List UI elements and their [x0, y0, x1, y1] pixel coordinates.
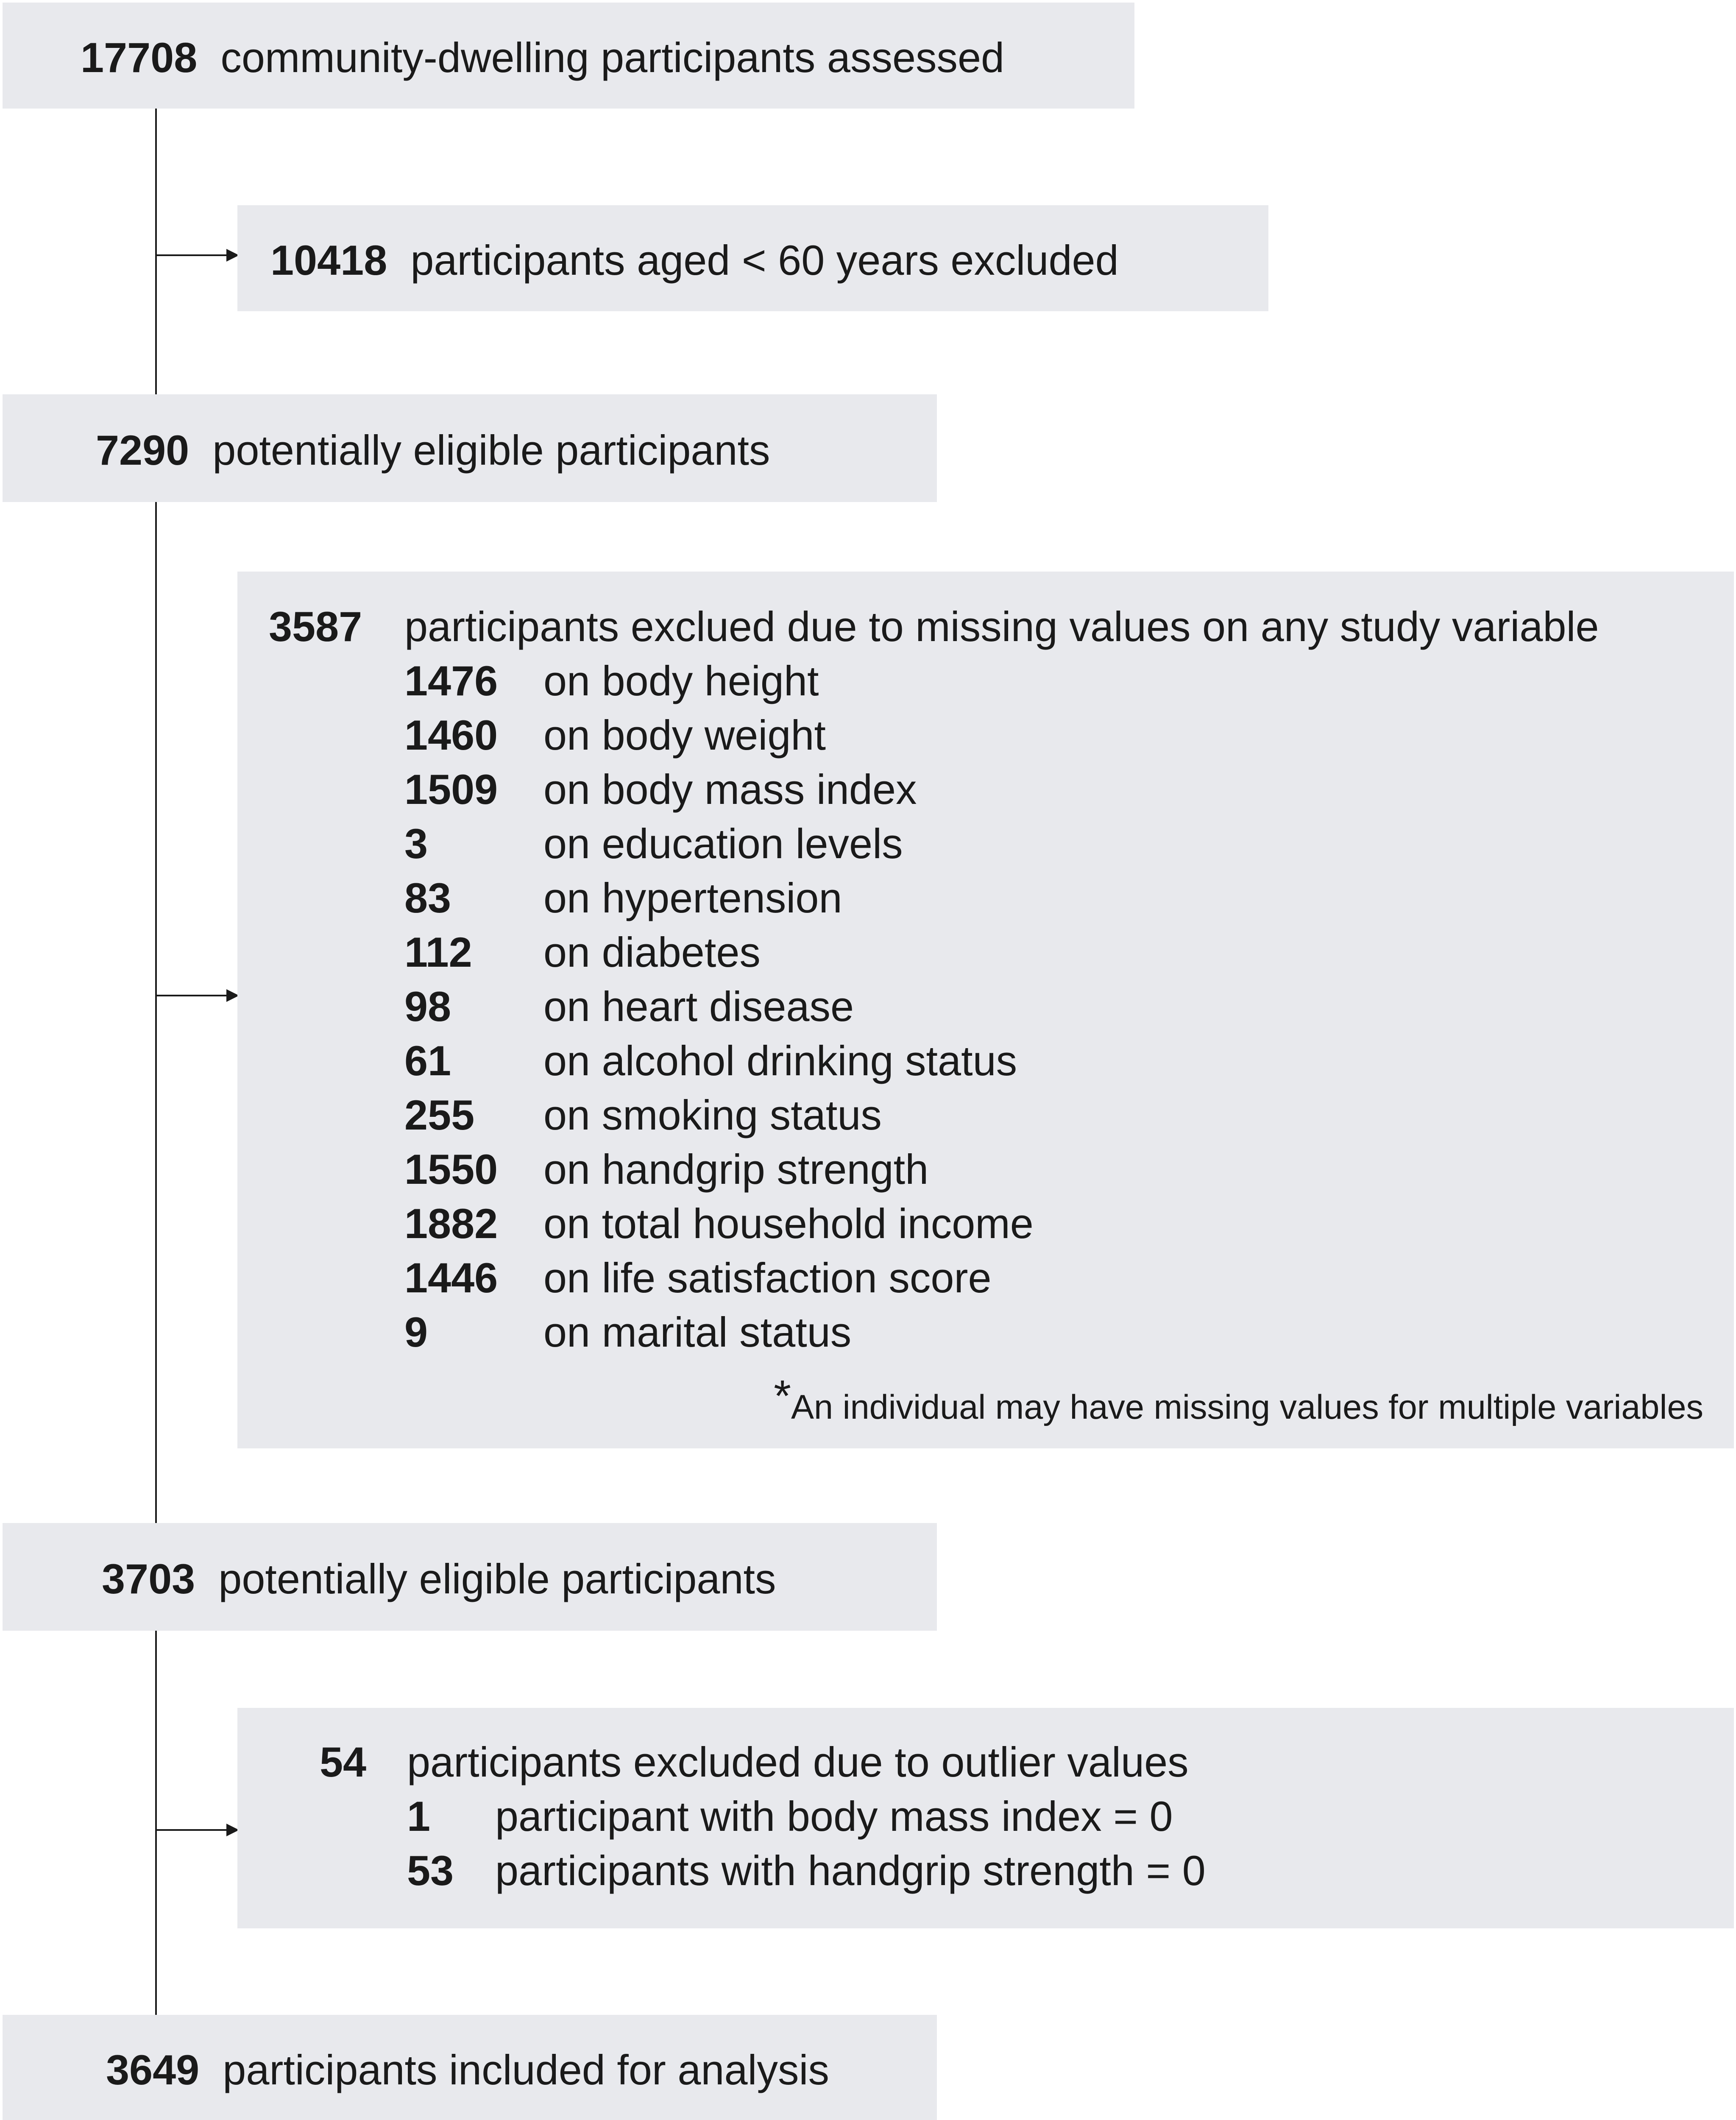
eligible-count-2: 3703	[102, 1555, 195, 1602]
missing-total-count: 3587	[269, 603, 362, 650]
missing-item-label: on body mass index	[543, 766, 917, 813]
footnote	[774, 1371, 1703, 1426]
eligible-count-1: 7290	[96, 427, 189, 474]
analysis-box	[3, 2015, 937, 2120]
missing-item-count: 61	[404, 1037, 451, 1084]
missing-item-label: on smoking status	[543, 1091, 882, 1138]
missing-total-label: participants exclued due to missing values on any study variable	[404, 603, 1599, 650]
missing-item-count: 1509	[404, 766, 498, 813]
main-flow-line-3	[155, 1631, 157, 2015]
missing-item-count: 1446	[404, 1254, 498, 1301]
outlier-item-label: participant with body mass index = 0	[495, 1793, 1173, 1840]
missing-item-label: on body weight	[543, 711, 826, 759]
outlier-box	[237, 1708, 1734, 1928]
missing-item-count: 1550	[404, 1146, 498, 1193]
footnote-star: *	[774, 1371, 791, 1421]
outlier-total-label: participants excluded due to outlier values	[407, 1738, 1189, 1785]
missing-item-count: 112	[404, 929, 472, 976]
assessed-label: community-dwelling participants assessed	[220, 34, 1005, 81]
missing-item-count: 1460	[404, 711, 498, 759]
missing-item-label: on education levels	[543, 820, 903, 867]
main-flow-line-1	[155, 109, 157, 394]
analysis-count: 3649	[106, 2046, 200, 2093]
exclusion-arrow-1	[155, 254, 237, 256]
eligible-box-2	[3, 1523, 937, 1631]
main-flow-line-2	[155, 502, 157, 1523]
outlier-item-label: participants with handgrip strength = 0	[495, 1847, 1206, 1894]
missing-item-count: 98	[404, 983, 451, 1030]
exclusion-arrow-3	[155, 1829, 237, 1831]
eligible-label-2: potentially eligible participants	[218, 1555, 776, 1602]
missing-item-label: on alcohol drinking status	[543, 1037, 1017, 1084]
outlier-item-count: 53	[407, 1847, 454, 1894]
outlier-total-count: 54	[320, 1738, 367, 1785]
age-exclusion-label: participants aged < 60 years excluded	[410, 237, 1119, 284]
eligible-box-1	[3, 394, 937, 502]
missing-item-label: on life satisfaction score	[543, 1254, 992, 1301]
missing-item-label: on marital status	[543, 1308, 852, 1356]
missing-item-count: 9	[404, 1308, 428, 1356]
outlier-item-count: 1	[407, 1793, 431, 1840]
missing-item-label: on diabetes	[543, 929, 761, 976]
assessed-count: 17708	[81, 34, 198, 81]
missing-item-label: on heart disease	[543, 983, 854, 1030]
eligible-label-1: potentially eligible participants	[212, 427, 770, 474]
age-exclusion-box	[237, 205, 1268, 311]
exclusion-arrow-2	[155, 995, 237, 996]
missing-values-box	[237, 572, 1734, 1448]
age-exclusion-count: 10418	[270, 237, 387, 284]
missing-item-label: on total household income	[543, 1200, 1034, 1247]
missing-item-count: 83	[404, 874, 451, 921]
missing-item-count: 3	[404, 820, 428, 867]
missing-item-label: on handgrip strength	[543, 1146, 929, 1193]
missing-item-count: 1476	[404, 657, 498, 704]
missing-item-label: on body height	[543, 657, 819, 704]
footnote-text: An individual may have missing values for multiple variables	[791, 1388, 1703, 1426]
analysis-label: participants included for analysis	[223, 2046, 830, 2093]
assessed-box	[3, 3, 1134, 109]
missing-item-count: 1882	[404, 1200, 498, 1247]
missing-item-label: on hypertension	[543, 874, 842, 921]
missing-item-count: 255	[404, 1091, 475, 1138]
